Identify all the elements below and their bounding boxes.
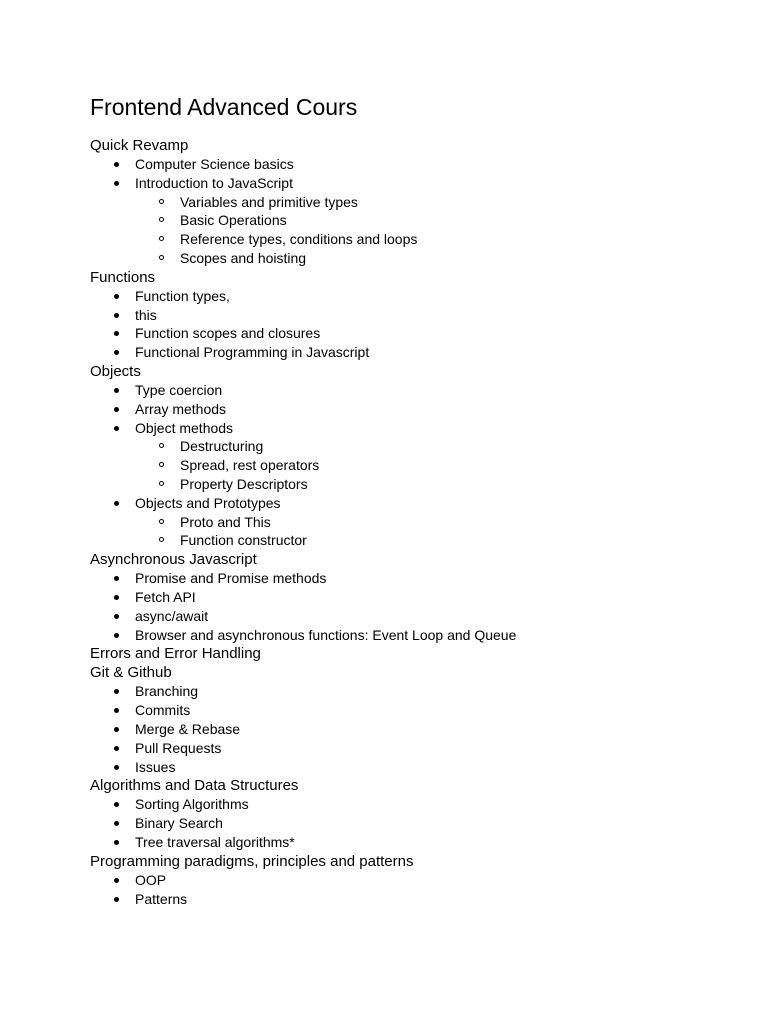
bullet-list xyxy=(90,155,730,268)
document-page xyxy=(90,92,730,908)
list-item: Browser and asynchronous functions: Event Loop and Queue xyxy=(90,626,730,645)
list-item: Type coercion xyxy=(90,381,730,400)
list-item: Promise and Promise methods xyxy=(90,569,730,588)
list-item: Introduction to JavaScript xyxy=(90,174,730,193)
sub-list-item: Variables and primitive types xyxy=(90,193,730,212)
bullet-list xyxy=(90,795,730,851)
list-item: Function scopes and closures xyxy=(90,324,730,343)
sub-list-item: Reference types, conditions and loops xyxy=(90,230,730,249)
list-item: Branching xyxy=(90,682,730,701)
sub-list-item: Basic Operations xyxy=(90,211,730,230)
list-item: Functional Programming in Javascript xyxy=(90,343,730,362)
section-heading: Asynchronous Javascript xyxy=(90,551,257,569)
list-item: Objects and Prototypes xyxy=(90,494,730,513)
sub-list-item: Spread, rest operators xyxy=(90,456,730,475)
course-outline xyxy=(90,136,730,908)
section-heading: Errors and Error Handling xyxy=(90,645,261,663)
list-item: Binary Search xyxy=(90,814,730,833)
list-item: Sorting Algorithms xyxy=(90,795,730,814)
list-item: Object methods xyxy=(90,419,730,438)
bullet-list xyxy=(90,682,730,776)
list-item: Fetch API xyxy=(90,588,730,607)
list-item: Function types, xyxy=(90,287,730,306)
section-heading: Programming paradigms, principles and patterns xyxy=(90,852,414,870)
list-item: Commits xyxy=(90,701,730,720)
list-item: Pull Requests xyxy=(90,739,730,758)
list-item: Issues xyxy=(90,758,730,777)
bullet-list xyxy=(90,287,730,362)
list-item: Computer Science basics xyxy=(90,155,730,174)
section-heading: Quick Revamp xyxy=(90,137,189,154)
sub-list-item: Destructuring xyxy=(90,437,730,456)
list-item: this xyxy=(90,306,730,325)
section-heading: Git & Github xyxy=(90,664,172,682)
section-heading: Functions xyxy=(90,268,156,286)
sub-list-item: Scopes and hoisting xyxy=(90,249,730,268)
list-item: Patterns xyxy=(90,890,730,909)
section-heading: Objects xyxy=(90,362,141,380)
list-item: Array methods xyxy=(90,400,730,419)
list-item: OOP xyxy=(90,871,730,890)
sub-list-item: Proto and This xyxy=(90,513,730,532)
bullet-list xyxy=(90,569,730,644)
list-item: Tree traversal algorithms* xyxy=(90,833,730,852)
list-item: Merge & Rebase xyxy=(90,720,730,739)
section-heading: Algorithms and Data Structures xyxy=(90,777,299,795)
sub-list-item: Function constructor xyxy=(90,531,730,550)
list-item: async/await xyxy=(90,607,730,626)
sub-list-item: Property Descriptors xyxy=(90,475,730,494)
bullet-list xyxy=(90,871,730,909)
bullet-list xyxy=(90,381,730,550)
document-title: Frontend Advanced Cours xyxy=(90,94,358,120)
